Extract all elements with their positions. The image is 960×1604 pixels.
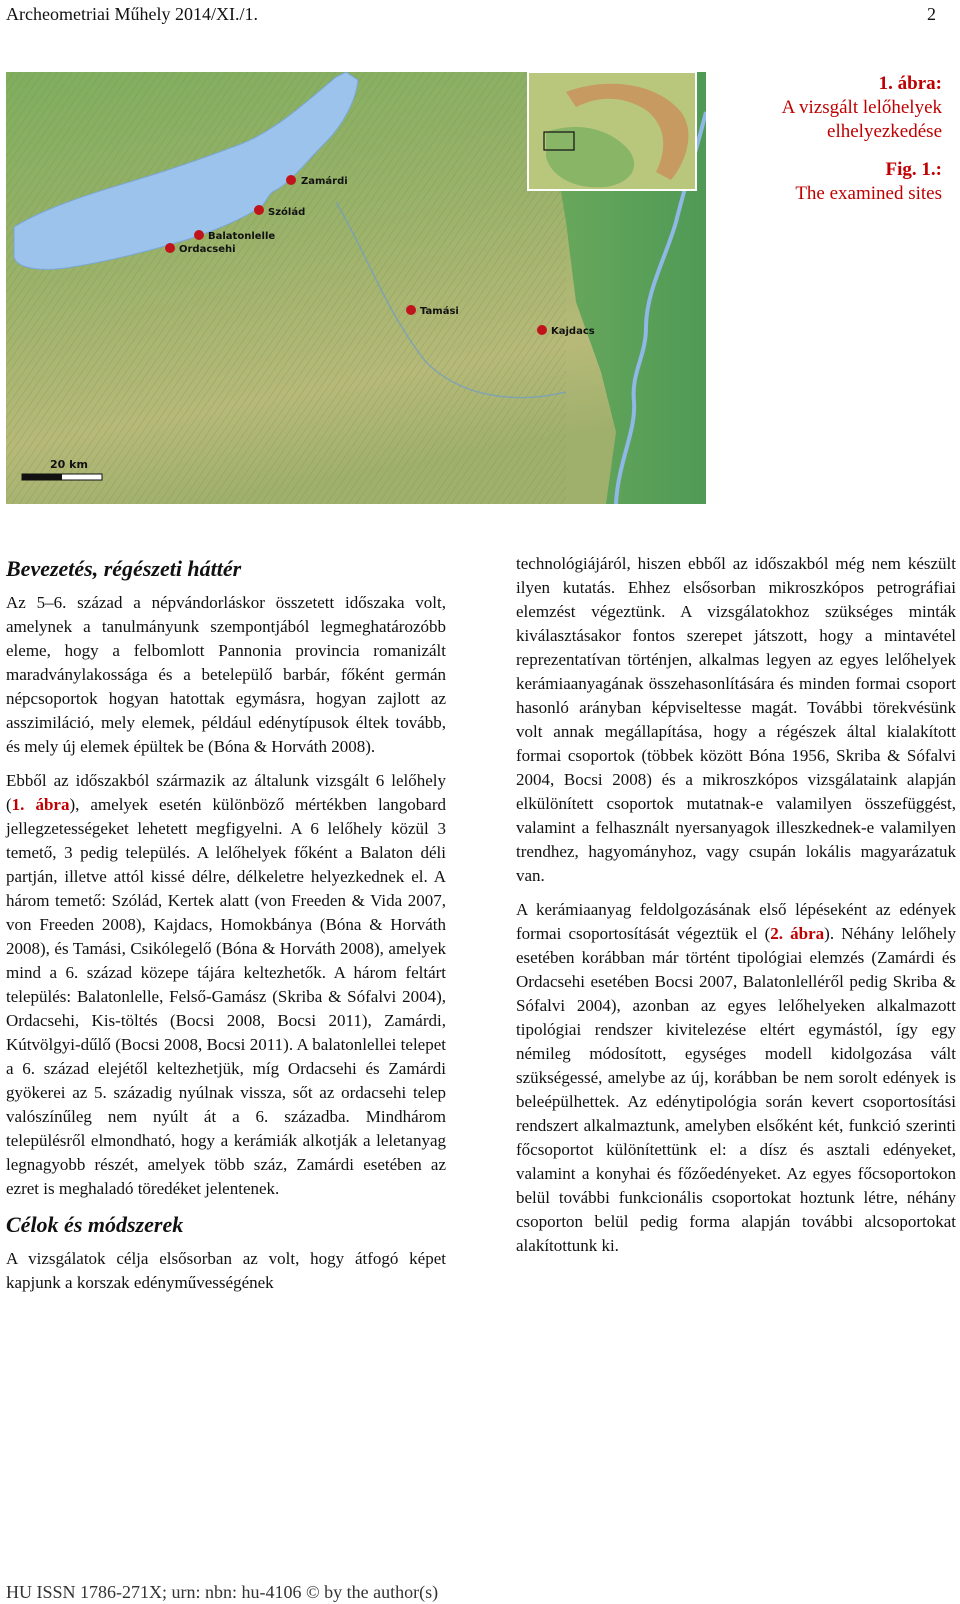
- site-label-balatonlelle: Balatonlelle: [208, 231, 276, 242]
- caption-hu-line2: elhelyezkedése: [827, 121, 942, 142]
- running-header: [6, 0, 936, 28]
- paragraph: [6, 769, 446, 1201]
- site-label-zamardi: Zamárdi: [301, 176, 348, 187]
- site-marker-zamardi: [286, 175, 296, 185]
- scale-label: 20 km: [50, 458, 88, 471]
- text-span: Ebből az időszakból származik az általunk vizsgált 6 lelőhely (: [6, 771, 446, 814]
- site-label-ordacsehi: Ordacsehi: [179, 244, 236, 255]
- caption-english: [712, 158, 942, 206]
- page-footer: HU ISSN 1786-271X; urn: nbn: hu-4106 © by the author(s): [6, 1582, 439, 1602]
- left-column: [6, 555, 446, 1305]
- site-label-kajdacs: Kajdacs: [551, 326, 595, 337]
- site-marker-tamasi: [406, 305, 416, 315]
- site-marker-ordacsehi: [165, 243, 175, 253]
- figure-caption: [712, 72, 942, 206]
- caption-hu-line1: A vizsgált lelőhelyek: [781, 97, 942, 118]
- site-marker-balatonlelle: [194, 230, 204, 240]
- section-heading-intro: Bevezetés, régészeti háttér: [6, 556, 242, 581]
- caption-hu-label: 1. ábra:: [878, 73, 942, 94]
- caption-en-label: Fig. 1.:: [885, 159, 942, 180]
- text-span: ). Néhány lelőhely esetében korábban már történt tipológiai elemzés (Zamárdi és Ordacsehi esetében Bocsi 2007, Balatonlelléről pedig Skriba & Sófalvi 2004), azonban az egyes lelőhelyeken alkalmazott tipológiai rendszer kivitelezése eltért egymástól, így egy némileg módosított, egységes modell kidolgozása vált szükségessé, amelybe az új, korábban be nem sorolt edények is beleépülhettek. Az edénytipológia során kevert csoportosítási rendszert alkalmaztunk, amelyben elsőként két, funkció szerinti főcsoportot különítettünk el: a dísz és asztali edényeket, valamint a konyhai és főzőedényeket. Az egyes főcsoportokon belül további funkcionális csoportokat hoztunk létre, néhány csoporton belül pedig forma alapján további alcsoportokat alakítottunk ki.: [516, 924, 956, 1255]
- figure-reference-link[interactable]: 1. ábra: [11, 795, 70, 814]
- caption-hungarian: [712, 72, 942, 144]
- paragraph: technológiájáról, hiszen ebből az időszakból még nem készült ilyen kutatás. Ehhez elsősorban mikroszkópos petrográfiai elemzést végeztünk. A vizsgálatokhoz szükséges minták kiválasztásakor fontos szerepet játszott, hogy a mintavétel reprezentatívan történjen, alkalmas legyen az egyes lelőhelyek kerámiaanyagának összehasonlítására és minden formai csoport hasonló arányban képviseltesse magát. További törekvésünk volt annak megállapítása, hogy a régészek által kialakított formai csoportok (többek között Bóna 1956, Skriba & Sófalvi 2004, Bocsi 2008) és a mikroszkópos vizsgálataink alapján elkülönített csoportok mutatnak-e valamilyen összefüggést, valamint a felhasznált nyersanyagok illeszkednek-e valamilyen trendhez, hagyományhoz, vagy csupán lokális magyarázatuk van.: [516, 554, 956, 885]
- paragraph: Az 5–6. század a népvándorláskor összetett időszaka volt, amelynek a tanulmányunk szempontjából legmeghatározóbb eleme, hogy a felbomlott Pannonia provincia romanizált maradványlakossága és a betelepülő barbár, főként germán népcsoportok hogyan hatottak egymásra, hogyan zajlott az asszimiláció, mely elemek, például edénytípusok éltek tovább, és mely új elemek épültek be (Bóna & Horváth 2008).: [6, 593, 446, 756]
- right-column: [516, 552, 956, 1268]
- caption-en-text: The examined sites: [795, 183, 942, 204]
- paragraph: A vizsgálatok célja elsősorban az volt, hogy átfogó képet kapjunk a korszak edényművességének: [6, 1249, 446, 1292]
- section-heading-goals: Célok és módszerek: [6, 1212, 184, 1237]
- figure-reference-link[interactable]: 2. ábra: [770, 924, 825, 943]
- relief-map: [6, 72, 706, 504]
- site-marker-kajdacs: [537, 325, 547, 335]
- journal-title: Archeometriai Műhely 2014/XI./1.: [6, 4, 258, 24]
- page-number: 2: [927, 4, 936, 24]
- site-label-tamasi: Tamási: [420, 306, 459, 317]
- paragraph: [516, 898, 956, 1258]
- text-span: ), amelyek esetén különböző mértékben langobard jellegzetességeket lehetett megfigyelni. A 6 lelőhely közül 3 temető, 3 pedig település. A lelőhelyek főként a Balaton déli partján, illetve attól kissé délre, délkeletre helyezkednek el. A három temető: Szólád, Kertek alatt (von Freeden & Vida 2007, von Freeden 2008), Kajdacs, Homokbánya (Bóna & Horváth 2008), és Tamási, Csikólegelő (Bóna & Horváth 2008), amelyek mind a 6. század közepe tájára keltezhetők. A három feltárt település: Balatonlelle, Felső-Gamász (Skriba & Sófalvi 2004), Ordacsehi, Kis-töltés (Bocsi 2008, Bocsi 2011), Zamárdi, Kútvölgyi-dűlő (Bocsi 2008, Bocsi 2011). A balatonlellei telepet a 6. század elejétől keltezhetjük, míg Ordacsehi és Zamárdi gyökerei az 5. századig nyúlnak vissza, sőt az ordacsehi telep valószínűleg nem nyúlt át a 6. századba. Mindhárom településről elmondható, hogy a kerámiák alkotják a leletanyag legnagyobb részét, amelyek több száz, Zamárdi esetében az ezret is meghaladó töredéket jelentenek.: [6, 795, 447, 1198]
- site-map-figure: [6, 72, 706, 504]
- site-label-szolad: Szólád: [268, 207, 306, 218]
- text-span: A kerámiaanyag feldolgozásának első lépéseként az edények formai csoportosítását végeztük el (: [516, 900, 956, 943]
- site-marker-szolad: [254, 205, 264, 215]
- inset-map: [528, 72, 696, 190]
